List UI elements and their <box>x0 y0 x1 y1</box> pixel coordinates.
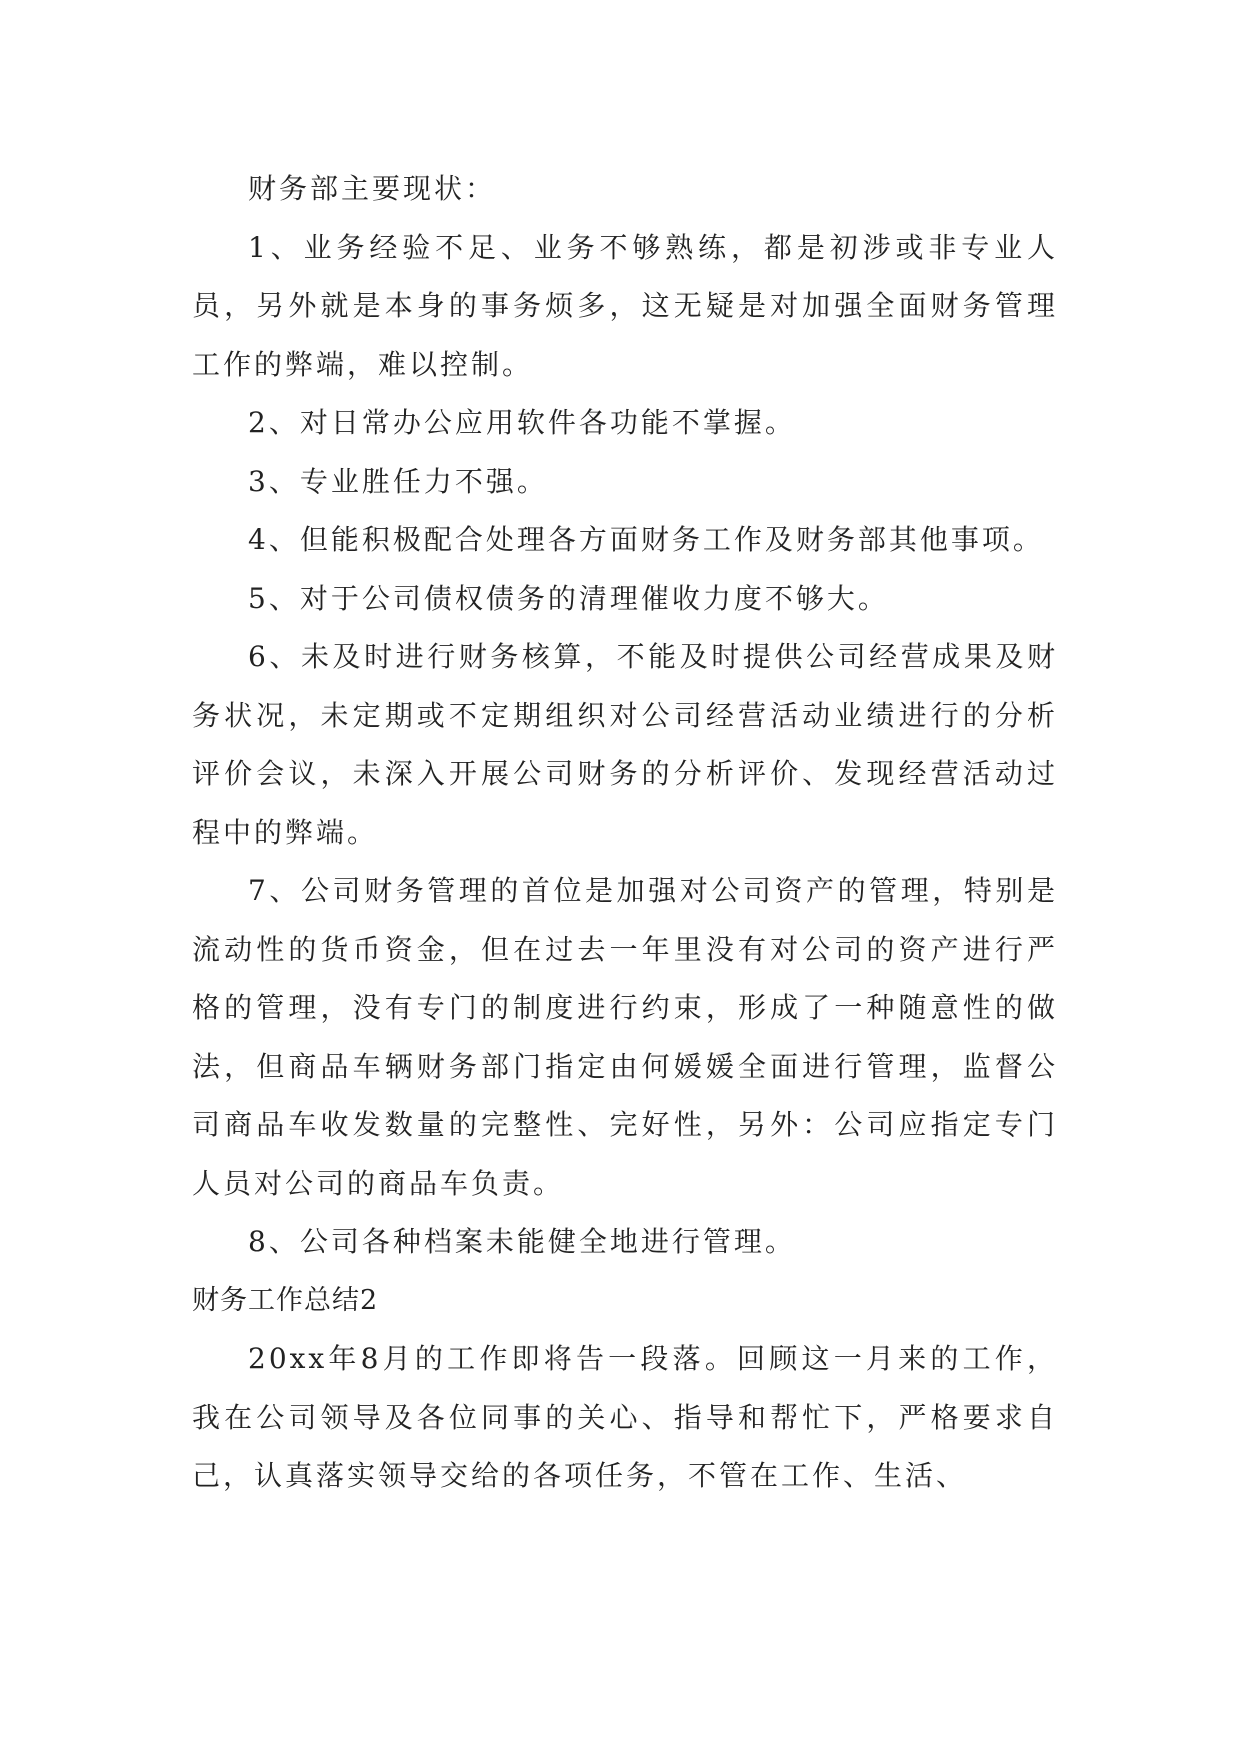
paragraph-item-4: 4、但能积极配合处理各方面财务工作及财务部其他事项。 <box>248 523 1044 556</box>
paragraph-item-5: 5、对于公司债权债务的清理催收力度不够大。 <box>248 581 889 615</box>
paragraph-item-3: 3、专业胜任力不强。 <box>248 464 548 498</box>
paragraph-item-8: 8、公司各种档案未能健全地进行管理。 <box>248 1225 796 1258</box>
document-page <box>192 160 1058 1506</box>
paragraph-item-2: 2、对日常办公应用软件各功能不掌握。 <box>248 406 796 439</box>
paragraph-status-heading: 财务部主要现状： <box>248 172 497 205</box>
paragraph-item-7: 7、公司财务管理的首位是加强对公司资产的管理，特别是流动性的货币资金，但在过去一年里没有对公司的资产进行严格的管理，没有专门的制度进行约束，形成了一种随意性的做法，但商品车辆财务部门指定由何媛媛全面进行管理，监督公司商品车收发数量的完整性、完好性，另外：公司应指定专门人员对公司的商品车负责。 <box>192 874 1058 1200</box>
paragraph-item-6: 6、未及时进行财务核算，不能及时提供公司经营成果及财务状况，未定期或不定期组织对公司经营活动业绩进行的分析评价会议，未深入开展公司财务的分析评价、发现经营活动过程中的弊端。 <box>192 640 1058 849</box>
paragraph-section-intro: 20xx年8月的工作即将告一段落。回顾这一月来的工作，我在公司领导及各位同事的关心、指导和帮忙下，严格要求自己，认真落实领导交给的各项任务，不管在工作、生活、 <box>192 1342 1058 1492</box>
paragraph-item-1: 1、业务经验不足、业务不够熟练，都是初涉或非专业人员，另外就是本身的事务烦多，这无疑是对加强全面财务管理工作的弊端，难以控制。 <box>192 230 1058 381</box>
section-title: 财务工作总结2 <box>192 1284 379 1316</box>
